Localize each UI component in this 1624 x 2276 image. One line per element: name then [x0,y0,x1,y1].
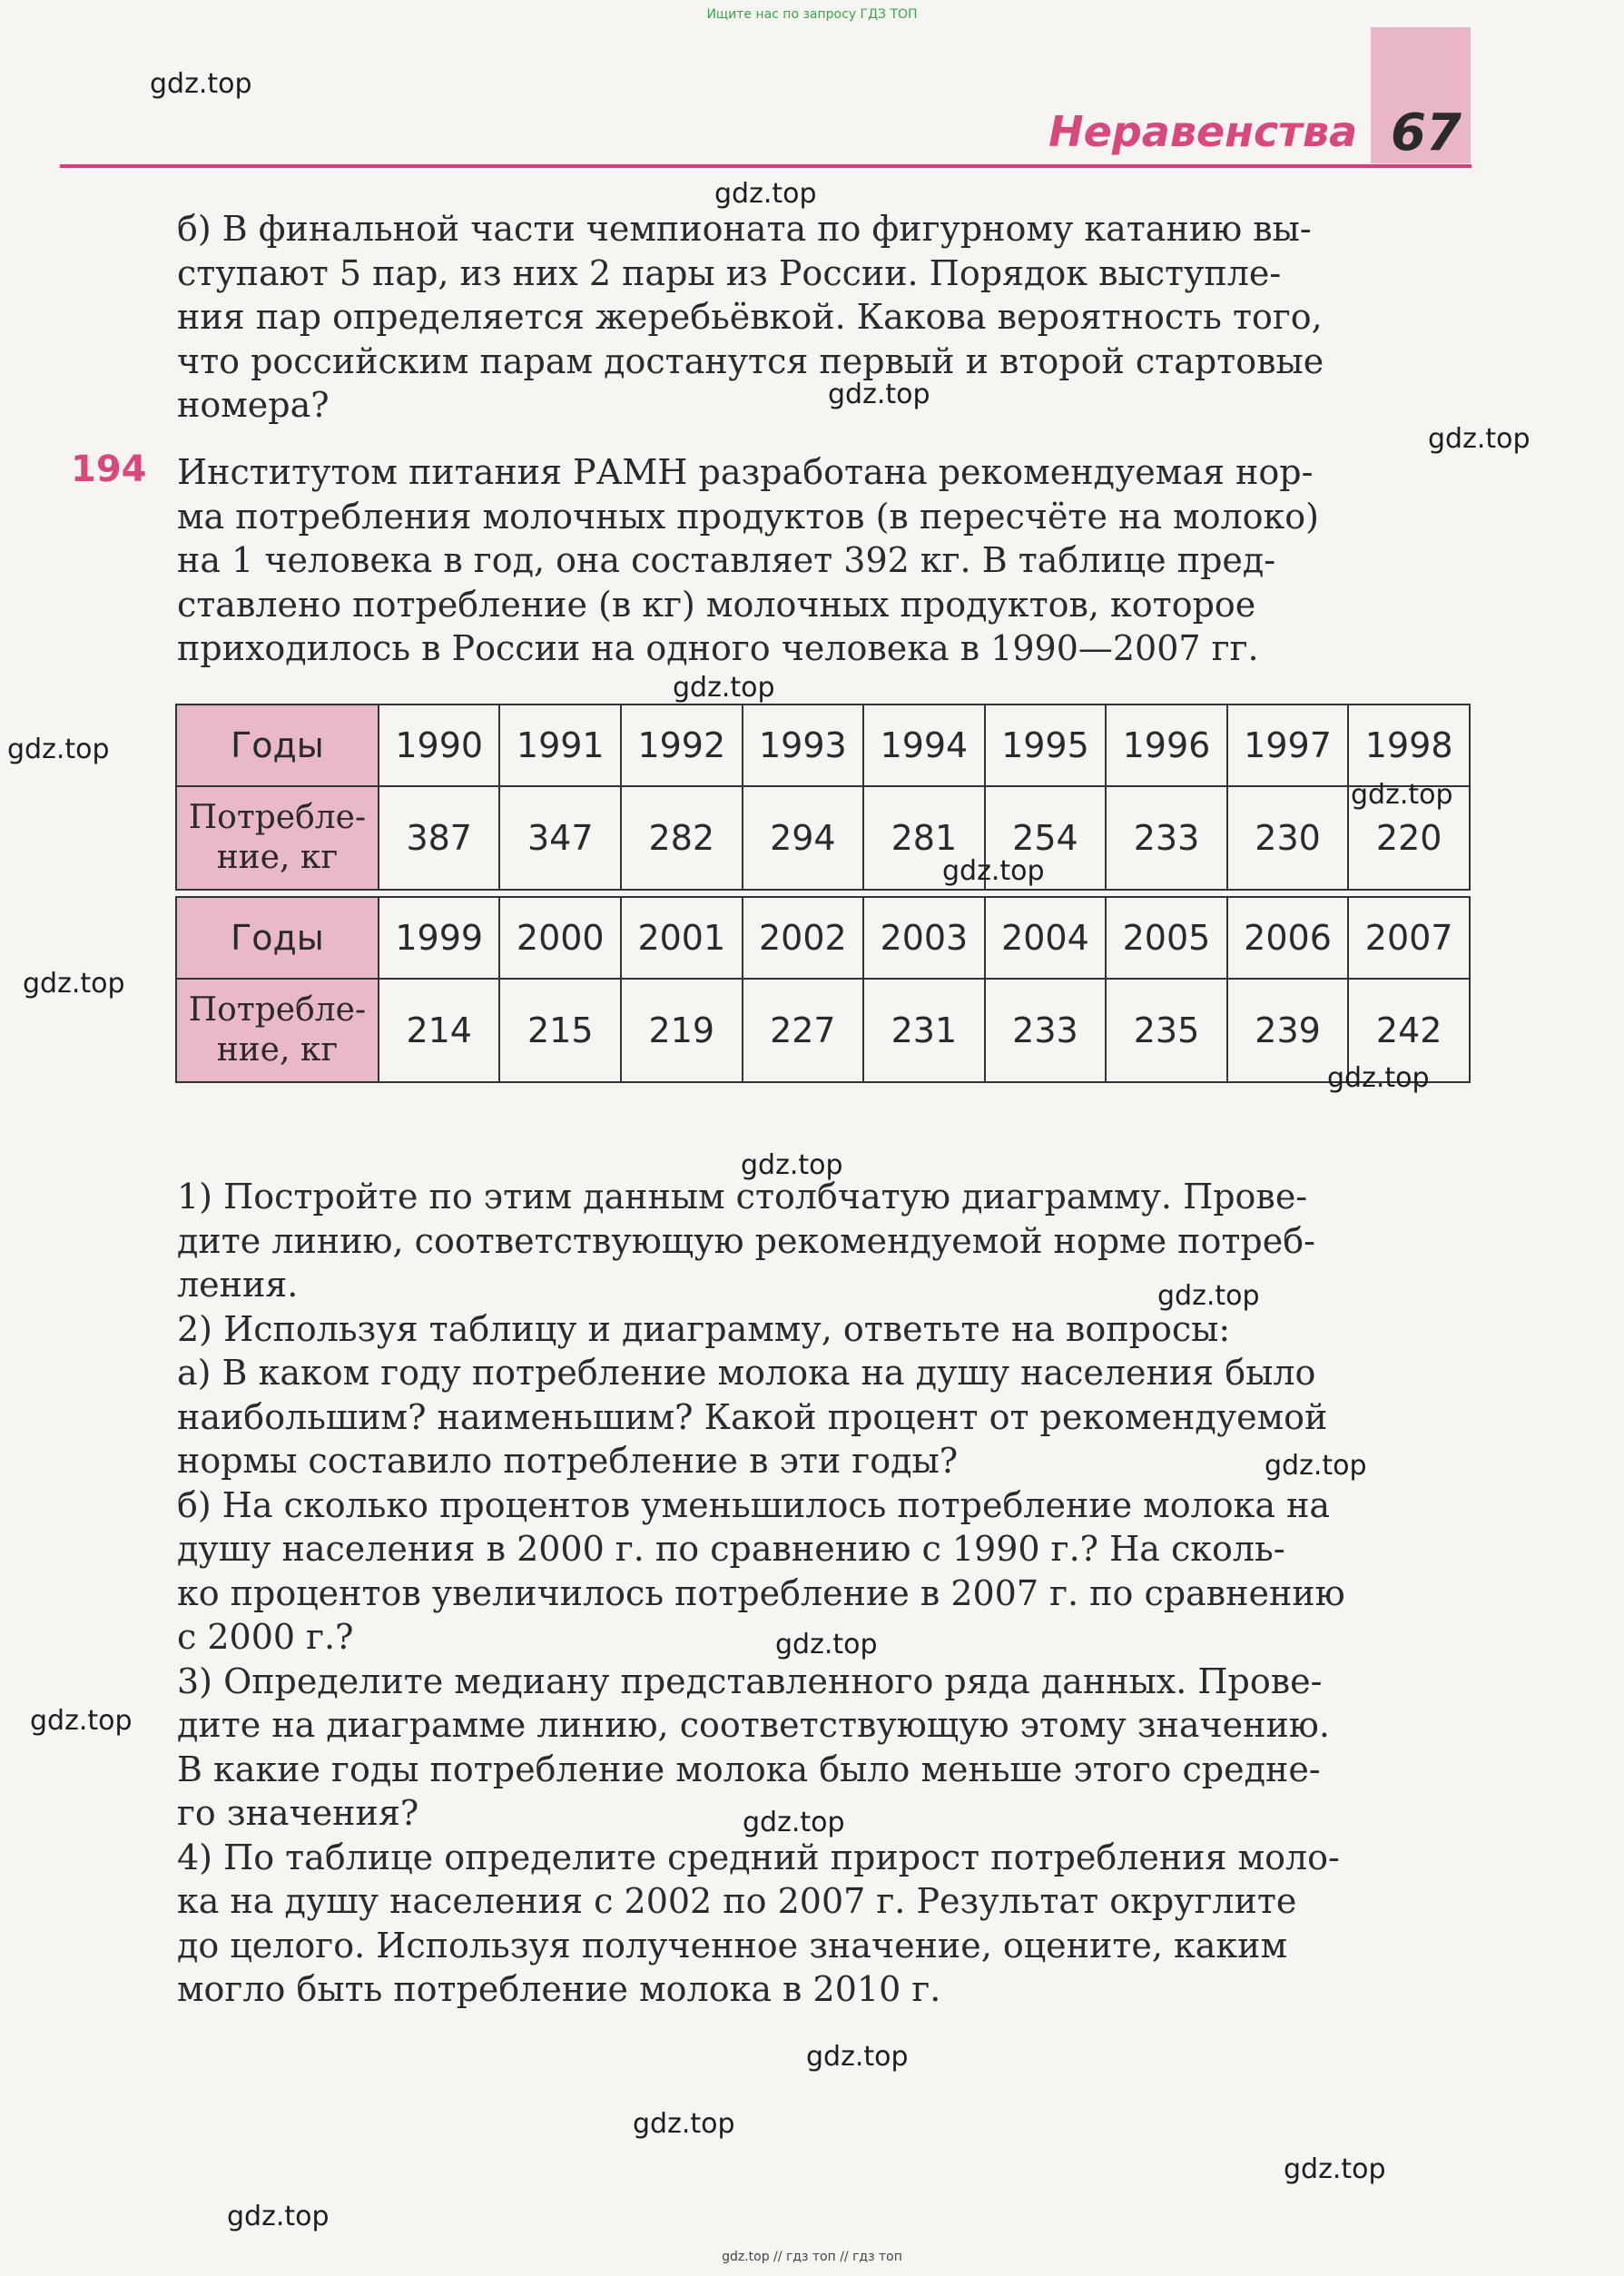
problem-intro [177,450,1471,671]
table-separator [176,890,1470,897]
year-cell: 1998 [1348,704,1470,786]
year-cell: 2007 [1348,897,1470,979]
value-cell: 215 [499,979,621,1082]
watermark: gdz.top [1351,779,1453,811]
years-header: Годы [176,704,379,786]
values-row [176,979,1470,1082]
value-cell: 214 [379,979,500,1082]
year-cell: 2003 [863,897,985,979]
text-line: а) В каком году потребление молока на душу населения было [177,1353,1316,1393]
text-line: на 1 человека в год, она составляет 392 кг. В таблице пред- [177,540,1276,580]
text-line: с 2000 г.? [177,1617,354,1657]
value-cell: 387 [379,786,500,890]
year-cell: 2002 [743,897,864,979]
value-cell: 233 [985,979,1107,1082]
watermark: gdz.top [828,379,930,410]
consumption-table [175,704,1471,1083]
text-line: душу населения в 2000 г. по сравнению с 1990 г.? На сколь- [177,1529,1285,1569]
year-cell: 1993 [743,704,864,786]
year-cell: 1999 [379,897,500,979]
text-line: нормы составило потребление в эти годы? [177,1441,959,1481]
page-number: 67 [1391,103,1462,163]
watermark: gdz.top [741,1149,843,1181]
text-line: номера? [177,385,330,425]
text-line: дите на диаграмме линию, соответствующую этому значению. [177,1705,1330,1745]
text-line: ставлено потребление (в кг) молочных продуктов, которое [177,584,1256,625]
value-cell: 219 [621,979,743,1082]
text-line: ко процентов увеличилось потребление в 2007 г. по сравнению [177,1572,1345,1613]
part-b-text [177,207,1471,428]
text-line: до целого. Используя полученное значение, оцените, каким [177,1925,1288,1966]
watermark: gdz.top [1284,2153,1386,2185]
year-cell: 1991 [499,704,621,786]
header-rule [60,164,1471,168]
watermark: gdz.top [1157,1280,1260,1312]
text-line: 4) По таблице определите средний прирост потребления моло- [177,1837,1340,1877]
consumption-label-line2: ние, кг [216,1031,339,1069]
top-note: Ищите нас по запросу ГДЗ ТОП [706,7,918,22]
watermark: gdz.top [227,2201,330,2232]
watermark: gdz.top [1265,1450,1367,1482]
watermark: gdz.top [775,1629,878,1660]
tasks-text [177,1175,1471,2012]
consumption-header [176,786,379,890]
watermark: gdz.top [7,734,110,765]
years-header: Годы [176,897,379,979]
year-cell: 1990 [379,704,500,786]
text-line: наибольшим? наименьшим? Какой процент от рекомендуемой [177,1396,1328,1437]
value-cell: 227 [743,979,864,1082]
value-cell: 282 [621,786,743,890]
value-cell: 294 [743,786,864,890]
watermark: gdz.top [743,1807,845,1838]
consumption-label-line1: Потребле- [188,799,367,836]
consumption-label-line2: ние, кг [216,839,339,876]
values-row [176,786,1470,890]
text-line: Институтом питания РАМН разработана рекомендуемая нор- [177,452,1314,492]
year-cell: 1996 [1106,704,1227,786]
years-row [176,704,1470,786]
watermark: gdz.top [806,2041,909,2073]
watermark: gdz.top [30,1705,133,1737]
watermark: gdz.top [150,68,252,100]
value-cell: 242 [1348,979,1470,1082]
value-cell: 281 [863,786,985,890]
text-line: могло быть потребление молока в 2010 г. [177,1969,941,2009]
watermark: gdz.top [633,2108,735,2140]
text-line: ступают 5 пар, из них 2 пары из России. Порядок выступле- [177,252,1282,293]
year-cell: 1994 [863,704,985,786]
watermark: gdz.top [673,672,775,704]
year-cell: 1995 [985,704,1107,786]
value-cell: 230 [1227,786,1349,890]
year-cell: 2004 [985,897,1107,979]
year-cell: 2001 [621,897,743,979]
text-line: В какие годы потребление молока было меньше этого средне- [177,1749,1321,1789]
value-cell: 239 [1227,979,1349,1082]
value-cell: 254 [985,786,1107,890]
watermark: gdz.top [1327,1062,1430,1094]
text-line: го значения? [177,1793,419,1833]
text-line: дите линию, соответствующую рекомендуемой норме потреб- [177,1220,1315,1261]
value-cell: 347 [499,786,621,890]
text-line: ния пар определяется жеребьёвкой. Какова вероятность того, [177,297,1323,337]
bottom-note: gdz.top // гдз топ // гдз топ [722,2250,902,2264]
consumption-label-line1: Потребле- [188,991,367,1029]
watermark: gdz.top [23,968,125,1000]
text-line: 3) Определите медиану представленного ряда данных. Прове- [177,1660,1323,1701]
value-cell: 235 [1106,979,1227,1082]
section-title: Неравенства [1048,107,1357,156]
value-cell: 220 [1348,786,1470,890]
text-line: приходилось в России на одного человека в 1990—2007 гг. [177,628,1259,668]
text-line: ка на душу населения с 2002 по 2007 г. Результат округлите [177,1881,1297,1921]
consumption-header [176,979,379,1082]
watermark: gdz.top [942,855,1045,887]
text-line: б) В финальной части чемпионата по фигурному катанию вы- [177,209,1312,249]
text-line: 2) Используя таблицу и диаграмму, ответьте на вопросы: [177,1308,1231,1349]
year-cell: 2000 [499,897,621,979]
year-cell: 1992 [621,704,743,786]
text-line: ма потребления молочных продуктов (в пересчёте на молоко) [177,496,1319,537]
problem-number: 194 [71,448,147,490]
value-cell: 231 [863,979,985,1082]
text-line: б) На сколько процентов уменьшилось потребление молока на [177,1484,1331,1525]
years-row [176,897,1470,979]
watermark: gdz.top [714,178,817,210]
text-line: ления. [177,1265,299,1305]
watermark: gdz.top [1428,423,1530,455]
year-cell: 2006 [1227,897,1349,979]
text-line: что российским парам достанутся первый и второй стартовые [177,340,1324,381]
text-line: 1) Постройте по этим данным столбчатую диаграмму. Прове- [177,1177,1308,1217]
value-cell: 233 [1106,786,1227,890]
year-cell: 1997 [1227,704,1349,786]
year-cell: 2005 [1106,897,1227,979]
